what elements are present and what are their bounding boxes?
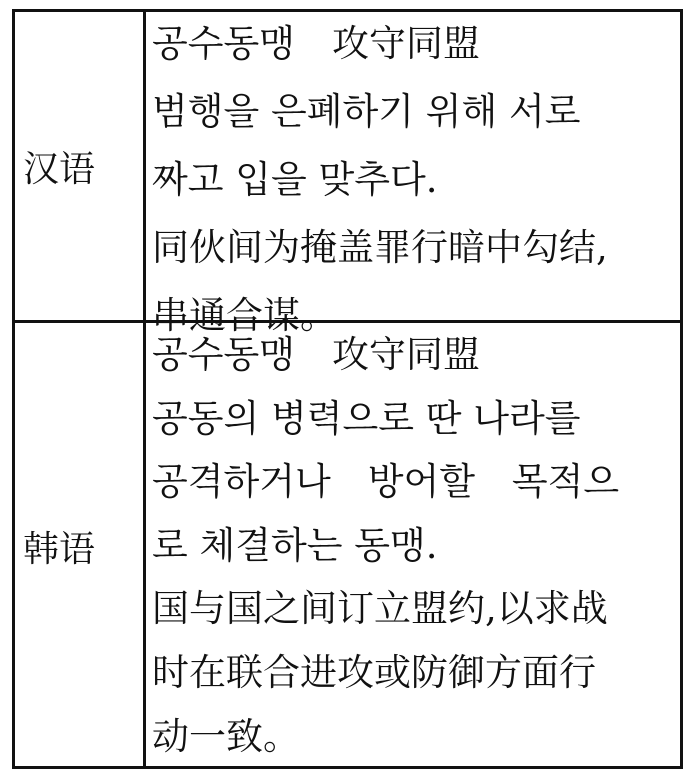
bilingual-definition-table [12, 9, 683, 769]
definition-line: 공동의 병력으로 딴 나라를 [152, 396, 581, 440]
row-label: 韩语 [23, 528, 96, 570]
definition-line: 同伙间为掩盖罪行暗中勾结, [152, 226, 608, 269]
row-label: 汉语 [23, 148, 96, 190]
definition-line: 짜고 입을 맞추다. [152, 158, 438, 201]
definition-line: 国与国之间订立盟约,以求战 [152, 587, 608, 631]
table-row-chinese [15, 12, 680, 337]
definition-cell [146, 12, 680, 337]
definition-cell [146, 323, 680, 769]
definition-line: 动一致。 [152, 714, 300, 758]
definition-line: 로 체결하는 동맹. [152, 523, 438, 567]
definition-line: 공수동맹 攻守同盟 [152, 22, 480, 65]
definition-line: 공수동맹 攻守同盟 [152, 333, 480, 376]
definition-line: 串通合谋。 [152, 294, 337, 337]
table-row-korean [15, 323, 680, 769]
definition-line: 时在联合进攻或防御方面行 [152, 650, 596, 694]
definition-line: 범행을 은폐하기 위해 서로 [152, 90, 581, 133]
row-label-cell [15, 323, 146, 769]
definition-line: 공격하거나 방어할 목적으 [152, 460, 620, 504]
row-label-cell [15, 12, 146, 320]
